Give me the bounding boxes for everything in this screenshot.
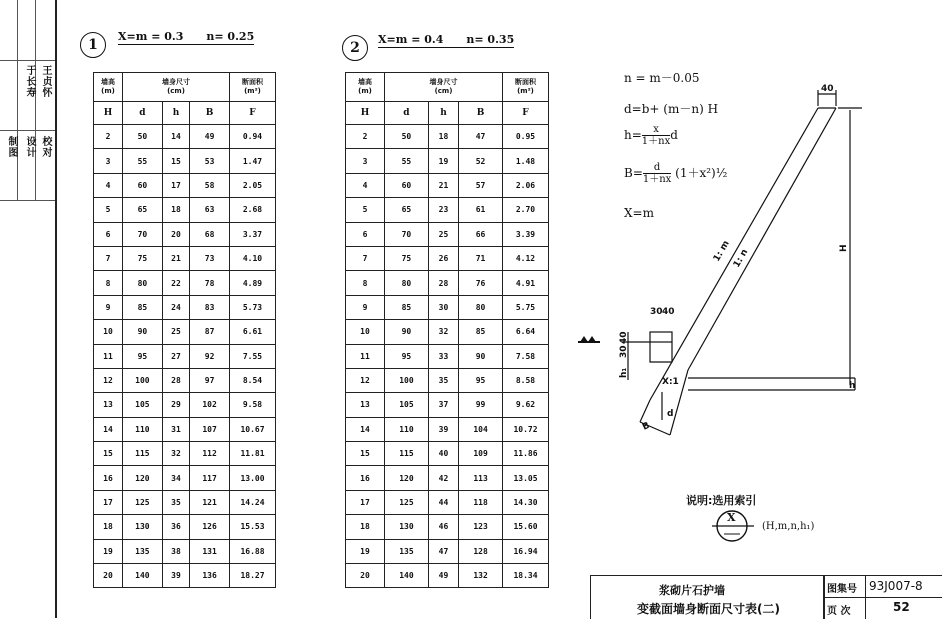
table-row [94,271,276,295]
table-row [94,295,276,319]
table-cell: 18.27 [230,564,276,588]
table2-head-area: 断面积 (m²) [503,73,549,102]
table-cell: 50 [385,125,429,149]
table1-symbol-cell: B [190,102,230,125]
table-cell: 13.00 [230,466,276,490]
table-row [346,442,549,466]
table-cell: 19 [346,539,385,563]
table-cell: 92 [190,344,230,368]
table-row [94,490,276,514]
table1-symbol-cell: d [123,102,163,125]
index-args: (H,m,n,h₁) [762,521,815,532]
table-cell: 70 [385,222,429,246]
table-cell: 65 [385,198,429,222]
table-cell: 90 [123,320,163,344]
table-cell: 4 [346,173,385,197]
title-line-2: 变截面墙身断面尺寸表(二) [637,602,780,616]
table-cell: 3 [346,149,385,173]
title-block [590,575,942,619]
table-cell: 35 [162,490,189,514]
table-row [94,320,276,344]
table-cell: 75 [385,246,429,270]
table2 [345,72,549,588]
table-cell: 7.58 [503,344,549,368]
table2-head-h: 墙高 (m) [346,73,385,102]
table-cell: 16.94 [503,539,549,563]
table-cell: 1.48 [503,149,549,173]
table-cell: 33 [428,344,458,368]
table-cell: 112 [190,442,230,466]
side-label-3: 校对 [40,136,51,158]
table-cell: 9.62 [503,393,549,417]
table-cell: 37 [428,393,458,417]
table-cell: 15 [162,149,189,173]
table-cell: 26 [428,246,458,270]
table-cell: 115 [385,442,429,466]
table1-symbol-cell: h [162,102,189,125]
table-cell: 3.39 [503,222,549,246]
table-cell: 11 [346,344,385,368]
title-line-1: 浆砌片石护墙 [659,584,725,597]
table-cell: 44 [428,490,458,514]
dim-left-40: 40 [619,331,629,344]
table-cell: 20 [346,564,385,588]
table-cell: 60 [123,173,163,197]
table-row [94,125,276,149]
table-row [346,490,549,514]
table-cell: 38 [162,539,189,563]
table-cell: 85 [459,320,503,344]
table-cell: 90 [459,344,503,368]
index-symbol-x: X [727,511,736,524]
table-cell: 21 [162,246,189,270]
table-row [346,515,549,539]
table-cell: 2.68 [230,198,276,222]
table-cell: 140 [123,564,163,588]
table-cell: 16 [346,466,385,490]
table-cell: 66 [459,222,503,246]
table-cell: 47 [459,125,503,149]
table-cell: 80 [459,295,503,319]
table-cell: 115 [123,442,163,466]
table2-symbol-cell: h [428,102,458,125]
table-cell: 100 [385,368,429,392]
table-cell: 53 [190,149,230,173]
table-cell: 85 [385,295,429,319]
dim-height: H [839,244,849,252]
table-cell: 10 [346,320,385,344]
dim-h1: h₁ [619,367,629,378]
table-cell: 47 [428,539,458,563]
table-cell: 28 [162,368,189,392]
table-cell: 130 [385,515,429,539]
table-cell: 121 [190,490,230,514]
table-cell: 78 [190,271,230,295]
table-cell: 8 [94,271,123,295]
x1-label: X:1 [662,377,679,387]
table-cell: 58 [190,173,230,197]
table-row [94,344,276,368]
table-cell: 1.47 [230,149,276,173]
table-cell: 10 [94,320,123,344]
table-cell: 107 [190,417,230,441]
table-cell: 18 [428,125,458,149]
table-cell: 11 [94,344,123,368]
table-cell: 13 [346,393,385,417]
table-cell: 22 [162,271,189,295]
d-label: d [667,409,674,419]
table-cell: 3 [94,149,123,173]
side-label-2: 于长寿 [24,65,35,98]
table-cell: 11.86 [503,442,549,466]
table-cell: 27 [162,344,189,368]
table-cell: 14 [162,125,189,149]
table-cell: 99 [459,393,503,417]
dim-left-30: 30 [619,345,629,358]
table-cell: 31 [162,417,189,441]
table-cell: 135 [385,539,429,563]
table-row [94,515,276,539]
table-cell: 104 [459,417,503,441]
table-cell: 14 [346,417,385,441]
table-cell: 34 [162,466,189,490]
table-row [346,222,549,246]
table-cell: 80 [385,271,429,295]
table-cell: 23 [428,198,458,222]
table-row [346,198,549,222]
table-cell: 5.73 [230,295,276,319]
table-cell: 18 [162,198,189,222]
table-cell: 2.05 [230,173,276,197]
table-cell: 2 [94,125,123,149]
note-label: 说明:选用索引 [686,494,757,507]
table-cell: 63 [190,198,230,222]
table1-head-area: 断面积 (m²) [230,73,276,102]
table-cell: 16 [94,466,123,490]
table-row [94,368,276,392]
page-value: 52 [893,600,910,614]
table2-symbol-cell: H [346,102,385,125]
table-cell: 24 [162,295,189,319]
table-cell: 19 [428,149,458,173]
table-cell: 35 [428,368,458,392]
table-cell: 3.37 [230,222,276,246]
b-label: B [641,420,652,433]
table-cell: 4 [94,173,123,197]
table-cell: 95 [385,344,429,368]
dim-40: 40 [662,307,675,317]
table-row [346,564,549,588]
table-row [94,173,276,197]
table-cell: 25 [162,320,189,344]
table-cell: 42 [428,466,458,490]
table-cell: 125 [385,490,429,514]
table2-symbol-cell: F [503,102,549,125]
table1-symbol-cell: H [94,102,123,125]
table-cell: 83 [190,295,230,319]
table-cell: 18 [346,515,385,539]
table-cell: 131 [190,539,230,563]
table-cell: 130 [123,515,163,539]
table-cell: 16.88 [230,539,276,563]
table-cell: 15.60 [503,515,549,539]
table-cell: 61 [459,198,503,222]
table-cell: 30 [428,295,458,319]
table-cell: 2.70 [503,198,549,222]
table-cell: 19 [94,539,123,563]
table-cell: 75 [123,246,163,270]
table-cell: 0.94 [230,125,276,149]
table-cell: 136 [190,564,230,588]
table-cell: 11.81 [230,442,276,466]
table-cell: 6 [346,222,385,246]
table-cell: 4.10 [230,246,276,270]
table-cell: 40 [428,442,458,466]
table-cell: 4.89 [230,271,276,295]
table-cell: 123 [459,515,503,539]
table-cell: 55 [385,149,429,173]
table-cell: 95 [459,368,503,392]
table-cell: 5 [346,198,385,222]
table-cell: 49 [428,564,458,588]
atlas-value: 93J007-8 [869,579,923,593]
side-label-1: 王贞怀 [40,65,51,98]
dim-30: 30 [650,307,663,317]
table-cell: 32 [428,320,458,344]
table-cell: 120 [123,466,163,490]
table-row [94,149,276,173]
table-cell: 10.72 [503,417,549,441]
slope-n-label: 1: n [731,247,751,270]
table-cell: 110 [123,417,163,441]
table-row [346,344,549,368]
table-row [94,564,276,588]
table-cell: 2 [346,125,385,149]
table-cell: 70 [123,222,163,246]
table-cell: 49 [190,125,230,149]
table-cell: 105 [123,393,163,417]
table-cell: 10.67 [230,417,276,441]
table-row [346,271,549,295]
table-cell: 28 [428,271,458,295]
table-row [94,466,276,490]
table-cell: 105 [385,393,429,417]
slope-m-label: 1: m [711,239,732,264]
table-cell: 14 [94,417,123,441]
table-cell: 17 [346,490,385,514]
table-cell: 118 [459,490,503,514]
table-cell: 12 [94,368,123,392]
table-row [94,222,276,246]
table-cell: 80 [123,271,163,295]
table-cell: 100 [123,368,163,392]
table1-badge: 1 [80,32,106,58]
table1-head-h: 墙高 (m) [94,73,123,102]
table2-badge: 2 [342,35,368,61]
table-cell: 65 [123,198,163,222]
formula-b: B= $\frac{d}{1+nx}$ (1＋x²)½ [624,162,728,185]
table-cell: 21 [428,173,458,197]
outer-face-line [650,108,818,400]
table-cell: 32 [162,442,189,466]
table-cell: 97 [190,368,230,392]
table-row [346,539,549,563]
table-cell: 14.30 [503,490,549,514]
table-cell: 5 [94,198,123,222]
table-cell: 36 [162,515,189,539]
formula-h: h= $\frac{x}{1+nx}$ d [624,124,678,147]
table-cell: 8.54 [230,368,276,392]
table-row [94,393,276,417]
table-cell: 135 [123,539,163,563]
table-cell: 7 [346,246,385,270]
table-cell: 5.75 [503,295,549,319]
table-cell: 6.61 [230,320,276,344]
table-row [346,246,549,270]
side-label-4: 设计 [24,136,35,158]
table-row [346,149,549,173]
table-cell: 39 [162,564,189,588]
table-row [94,442,276,466]
table-cell: 95 [123,344,163,368]
table-cell: 9.58 [230,393,276,417]
table-cell: 18.34 [503,564,549,588]
table1-symbol-cell: F [230,102,276,125]
table-cell: 128 [459,539,503,563]
page-label: 页 次 [827,606,851,617]
table-cell: 113 [459,466,503,490]
table-cell: 25 [428,222,458,246]
foot-cap [650,332,672,342]
table-row [346,173,549,197]
side-label-5: 制图 [6,136,17,158]
table-cell: 109 [459,442,503,466]
wall-section-diagram [570,80,870,440]
table-row [346,368,549,392]
side-strip [0,0,57,618]
table-cell: 71 [459,246,503,270]
table-cell: 0.95 [503,125,549,149]
table-cell: 15 [94,442,123,466]
table-cell: 13.05 [503,466,549,490]
table-row [94,246,276,270]
table-cell: 90 [385,320,429,344]
table2-params: X=m = 0.4 n= 0.35 [378,33,515,46]
table2-symbol-cell: d [385,102,429,125]
table-cell: 87 [190,320,230,344]
table-cell: 17 [94,490,123,514]
ground-hatch-icon [578,336,600,343]
table-row [94,417,276,441]
table-cell: 73 [190,246,230,270]
table-cell: 125 [123,490,163,514]
table1-params: X=m = 0.3 n= 0.25 [118,30,255,43]
table-cell: 60 [385,173,429,197]
table-cell: 85 [123,295,163,319]
table-cell: 6.64 [503,320,549,344]
table-cell: 15.53 [230,515,276,539]
table-cell: 4.12 [503,246,549,270]
table1 [93,72,276,588]
inner-face-line [688,108,836,370]
table-cell: 52 [459,149,503,173]
atlas-label: 图集号 [827,584,857,595]
table-row [346,393,549,417]
table-cell: 29 [162,393,189,417]
table-cell: 57 [459,173,503,197]
table-cell: 13 [94,393,123,417]
table-cell: 76 [459,271,503,295]
table-cell: 14.24 [230,490,276,514]
table-cell: 20 [162,222,189,246]
table-cell: 117 [190,466,230,490]
table-row [94,539,276,563]
table-cell: 39 [428,417,458,441]
table-cell: 6 [94,222,123,246]
table-cell: 8.58 [503,368,549,392]
table-cell: 68 [190,222,230,246]
table-cell: 7 [94,246,123,270]
table-cell: 126 [190,515,230,539]
table-cell: 9 [94,295,123,319]
table-row [94,198,276,222]
table-cell: 8 [346,271,385,295]
formula-n: n = m－0.05 [624,71,700,85]
table-row [346,295,549,319]
table-cell: 132 [459,564,503,588]
table-cell: 18 [94,515,123,539]
table-cell: 46 [428,515,458,539]
table-cell: 55 [123,149,163,173]
table-cell: 20 [94,564,123,588]
h-label: h [849,381,856,391]
table-cell: 4.91 [503,271,549,295]
table-cell: 9 [346,295,385,319]
table-cell: 110 [385,417,429,441]
table-cell: 120 [385,466,429,490]
formula-x: X=m [624,206,654,220]
table-row [346,320,549,344]
table2-head-dims: 墙身尺寸 (cm) [385,73,503,102]
table-row [346,125,549,149]
table-cell: 50 [123,125,163,149]
table2-symbol-cell: B [459,102,503,125]
formula-d: d=b+ (m－n) H [624,102,719,116]
table-cell: 15 [346,442,385,466]
table-cell: 17 [162,173,189,197]
table-cell: 2.06 [503,173,549,197]
table-cell: 12 [346,368,385,392]
table-cell: 140 [385,564,429,588]
table-row [346,466,549,490]
table-row [346,417,549,441]
table1-head-dims: 墙身尺寸 (cm) [123,73,230,102]
table-cell: 102 [190,393,230,417]
dim-top-width: 40 [821,84,834,94]
table-cell: 7.55 [230,344,276,368]
